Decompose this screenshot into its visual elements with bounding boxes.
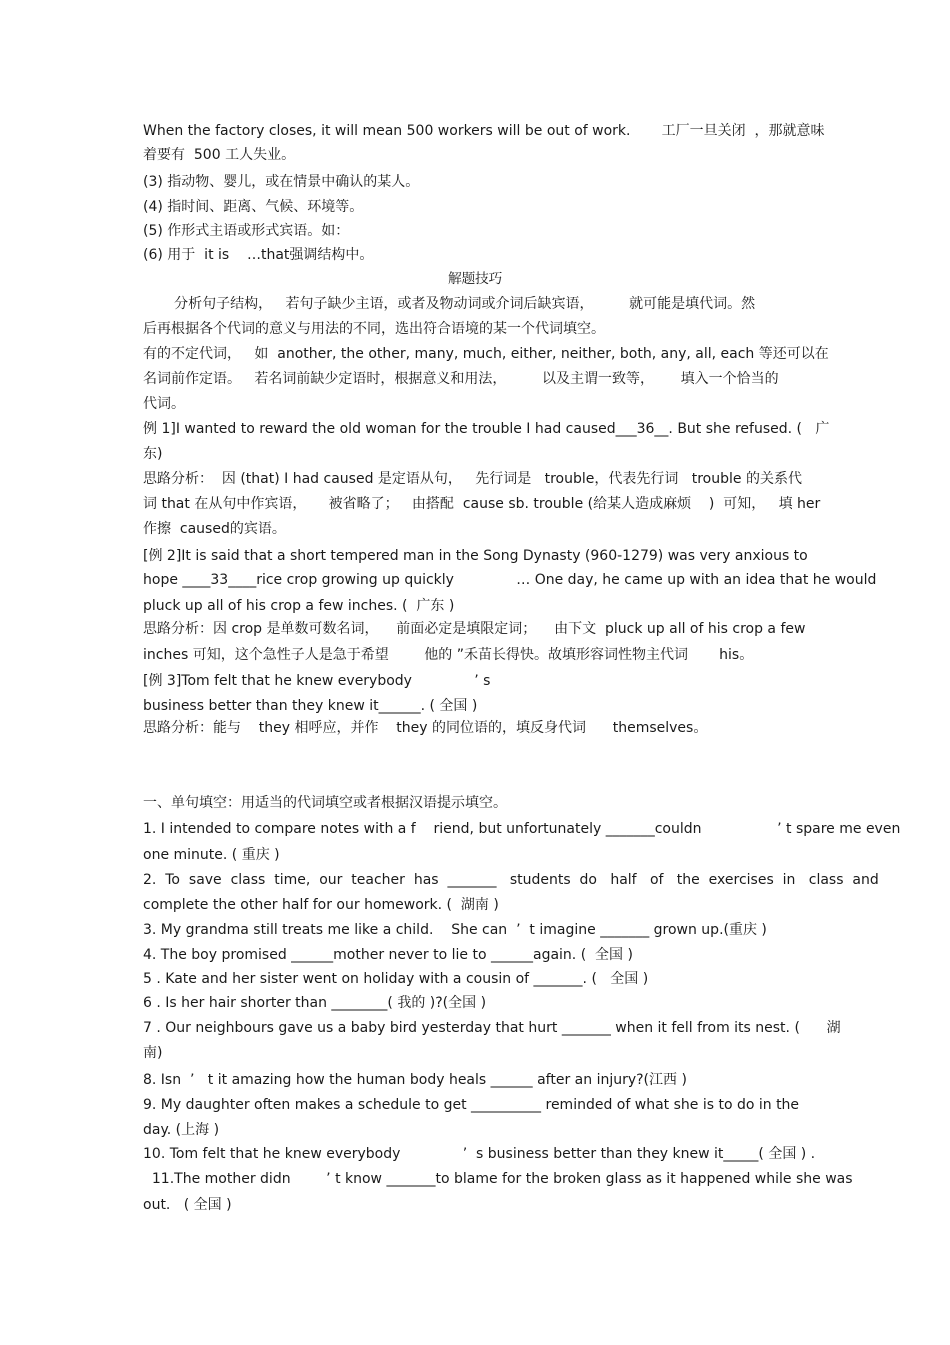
exercise-line: 9. My daughter often makes a schedule to get __________ reminded of what she is to do in the [143, 1097, 800, 1113]
example-line: 东) [143, 446, 163, 462]
text-line: When the factory closes, it will mean 500 workers will be out of work. 工厂一旦关闭 ，那就意味 [143, 123, 825, 139]
section-heading: 解题技巧 [448, 271, 502, 287]
analysis-line: 思路分析：因 crop 是单数可数名词， 前面必定是填限定词； 由下文 pluck up all of his crop a few [143, 621, 806, 637]
analysis-line: 词 that 在从句中作宾语， 被省略了； 由搭配 cause sb. trouble (给某人造成麻烦 ) 可知， 填 her [143, 496, 821, 512]
exercise-line: day. (上海 ) [143, 1122, 220, 1138]
example-line: pluck up all of his crop a few inches. ( 广东 ) [143, 598, 455, 614]
example-line: [例 3]Tom felt that he knew everybody ’ s [143, 673, 491, 689]
text-line: 有的不定代词， 如 another, the other, many, much, either, neither, both, any, all, each 等还可以在 [143, 346, 829, 362]
text-line: 名词前作定语。 若名词前缺少定语时，根据意义和用法， 以及主谓一致等， 填入一个恰当的 [143, 371, 779, 387]
text-line: (5) 作形式主语或形式宾语。如： [143, 223, 350, 239]
exercise-line: complete the other half for our homework. ( 湖南 ) [143, 897, 499, 913]
exercise-line: out. ( 全国 ) [143, 1197, 232, 1213]
exercise-line: 7 . Our neighbours gave us a baby bird yesterday that hurt _______ when it fell from its nest. ( 湖 [143, 1020, 841, 1036]
analysis-line: inches 可知，这个急性子人是急于希望 他的 ”禾苗长得快。故填形容词性物主代词 his。 [143, 647, 754, 663]
example-line: business better than they knew it______. ( 全国 ) [143, 698, 478, 714]
example-line: 例 1]I wanted to reward the old woman for the trouble I had caused___36__. But she refused. ( 广 [143, 421, 830, 437]
analysis-line: 思路分析：能与 they 相呼应，并作 they 的同位语的，填反身代词 themselves。 [143, 720, 708, 736]
example-line: [例 2]It is said that a short tempered man in the Song Dynasty (960-1279) was very anxious to [143, 548, 808, 564]
analysis-line: 作擦 caused的宾语。 [143, 521, 286, 537]
exercise-line: 4. The boy promised ______mother never to lie to ______again. ( 全国 ) [143, 947, 633, 963]
exercise-heading: 一、单句填空：用适当的代词填空或者根据汉语提示填空。 [143, 795, 507, 811]
text-line: (6) 用于 it is …that强调结构中。 [143, 247, 374, 263]
exercise-line: 8. Isn ’ t it amazing how the human body heals ______ after an injury?(江西 ) [143, 1072, 687, 1088]
analysis-line: 思路分析： 因 (that) I had caused 是定语从句， 先行词是 trouble，代表先行词 trouble 的关系代 [143, 471, 802, 487]
example-line: hope ____33____rice crop growing up quickly … One day, he came up with an idea that he would [143, 572, 877, 588]
text-line: 后再根据各个代词的意义与用法的不同，选出符合语境的某一个代词填空。 [143, 321, 605, 337]
exercise-line: 6 . Is her hair shorter than ________( 我的 )?(全国 ) [143, 995, 487, 1011]
exercise-line: 南) [143, 1045, 163, 1061]
text-line: 着要有 500 工人失业。 [143, 147, 296, 163]
text-line: (3) 指动物、婴儿，或在情景中确认的某人。 [143, 174, 420, 190]
exercise-line: 11.The mother didn ’ t know _______to blame for the broken glass as it happened while she was [143, 1171, 853, 1187]
exercise-line: 10. Tom felt that he knew everybody ’ s business better than they knew it_____( 全国 ) . [143, 1146, 816, 1162]
text-line: 代词。 [143, 396, 185, 412]
exercise-line: 3. My grandma still treats me like a child. She can ’ t imagine _______ grown up.(重庆 ) [143, 922, 767, 938]
exercise-line: 1. I intended to compare notes with a f riend, but unfortunately _______couldn ’ t spare me even [143, 821, 901, 837]
exercise-line: one minute. ( 重庆 ) [143, 847, 280, 863]
text-line: 分析句子结构， 若句子缺少主语，或者及物动词或介词后缺宾语， 就可能是填代词。然 [143, 296, 756, 312]
exercise-line: 5 . Kate and her sister went on holiday with a cousin of _______. ( 全国 ) [143, 971, 649, 987]
text-line: (4) 指时间、距离、气候、环境等。 [143, 199, 364, 215]
exercise-line: 2. To save class time, our teacher has _______ students do half of the exercises in class and [143, 872, 879, 888]
